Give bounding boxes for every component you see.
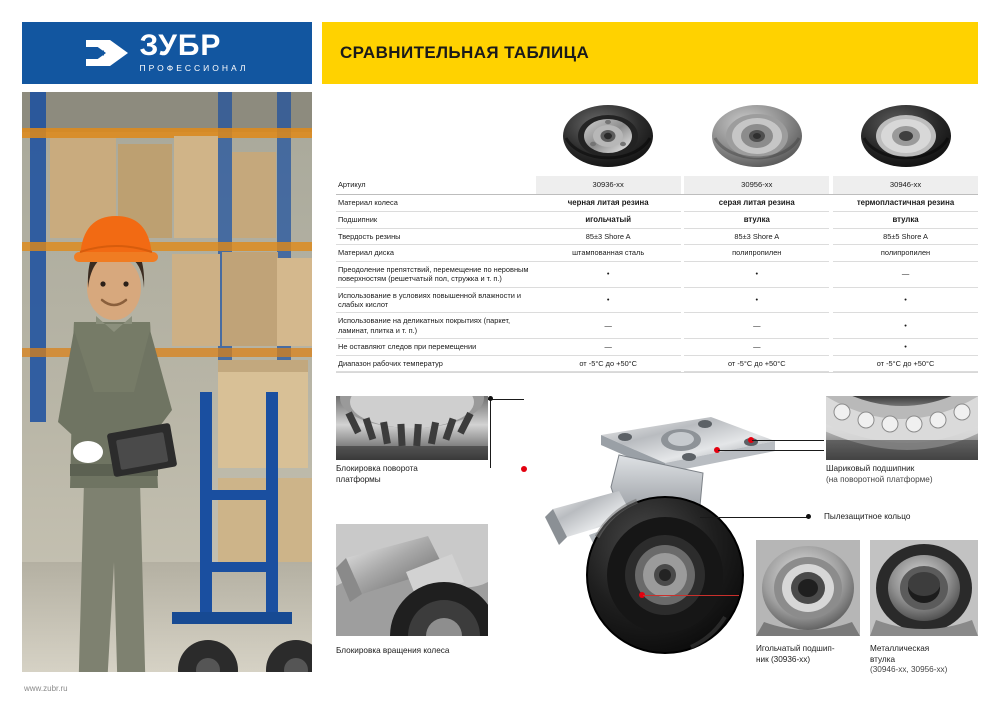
cell-value: полипропилен [833, 245, 978, 261]
callout-dust-ring-label [824, 512, 986, 523]
table-row [336, 287, 978, 313]
row-label: Диапазон рабочих температур [336, 355, 536, 371]
wheel-image-black [536, 98, 681, 172]
callout-subtitle: ник (30936-хх) [756, 654, 811, 664]
row-label: Артикул [336, 176, 536, 194]
callout-ball-bearing-label [826, 464, 988, 485]
row-label: Преодоление препятствий, перемещение по неровным поверхностям (решетчатый пол, стружка и т. п.) [336, 261, 536, 287]
leader-dot [488, 396, 493, 401]
table-row [336, 313, 978, 339]
row-label: Использование на деликатных покрытиях (паркет, ламинат, плитка и т. п.) [336, 313, 536, 339]
cell-value: от -5°С до +50°С [536, 355, 681, 371]
callout-needle-bearing-label [756, 644, 868, 665]
cell-value: полипропилен [684, 245, 829, 261]
cell-value: от -5°С до +50°С [684, 355, 829, 371]
marker-platform-lock [521, 466, 527, 472]
cell-value: • [536, 287, 681, 313]
cell-value: • [833, 339, 978, 355]
cell-value: игольчатый [536, 211, 681, 228]
wheel-images-row [336, 96, 978, 172]
table-row [336, 228, 978, 244]
table-row [336, 211, 978, 228]
metal-bushing-photo [870, 540, 978, 636]
cell-value: втулка [833, 211, 978, 228]
callout-title: Металлическая [870, 644, 930, 653]
cell-value: — [536, 313, 681, 339]
cell-value: 85±5 Shore A [833, 228, 978, 244]
cell-value: — [833, 261, 978, 287]
cell-value: — [536, 339, 681, 355]
table-row [336, 339, 978, 355]
website-url: www.zubr.ru [24, 684, 68, 693]
needle-bearing-photo [756, 540, 860, 636]
callout-title: Пылезащитное кольцо [824, 512, 911, 521]
comparison-table [336, 96, 978, 372]
table-row [336, 245, 978, 261]
leader-line [752, 440, 824, 441]
cell-value: — [684, 339, 829, 355]
cell-value: • [684, 261, 829, 287]
callout-subtitle: (на поворотной платформе) [826, 474, 933, 484]
callout-subtitle-2: (30946-хх, 30956-хх) [870, 665, 948, 675]
callout-subtitle: втулка [870, 654, 896, 664]
cell-value: от -5°С до +50°С [833, 355, 978, 371]
cell-value: • [833, 287, 978, 313]
worker-photo [22, 92, 312, 672]
swivel-caster-image [493, 395, 793, 667]
row-label: Использование в условиях повышенной влажности и слабых кислот [336, 287, 536, 313]
cell-value: 30956-хх [684, 176, 829, 194]
callout-title: Блокировка вращения колеса [336, 646, 450, 655]
cell-value: 85±3 Shore A [684, 228, 829, 244]
ball-bearing-photo [826, 396, 978, 460]
brand-tagline: ПРОФЕССИОНАЛ [139, 63, 249, 73]
callout-title: Шариковый подшипник [826, 464, 915, 473]
cell-value: — [684, 313, 829, 339]
page-title: СРАВНИТЕЛЬНАЯ ТАБЛИЦА [340, 43, 590, 62]
spec-table [336, 176, 978, 372]
leader-line [490, 400, 491, 468]
cell-value: • [833, 313, 978, 339]
callout-title: Блокировка поворота [336, 464, 418, 473]
cell-value: черная литая резина [536, 194, 681, 211]
section-divider [336, 372, 978, 373]
row-label: Подшипник [336, 211, 536, 228]
page-title-bar [322, 22, 978, 84]
table-row [336, 194, 978, 211]
cell-value: • [684, 287, 829, 313]
wheel-lock-photo [336, 524, 488, 636]
leader-line [700, 517, 810, 518]
row-label: Не оставляют следов при перемещении [336, 339, 536, 355]
cell-value: • [536, 261, 681, 287]
cell-value: серая литая резина [684, 194, 829, 211]
row-label: Материал диска [336, 245, 536, 261]
cell-value: 85±3 Shore A [536, 228, 681, 244]
row-label: Материал колеса [336, 194, 536, 211]
leader-line [490, 399, 524, 400]
cell-value: 30946-хх [833, 176, 978, 194]
table-row [336, 355, 978, 371]
cell-value: 30936-хх [536, 176, 681, 194]
leader-line [718, 450, 824, 451]
table-row [336, 261, 978, 287]
cell-value: термопластичная резина [833, 194, 978, 211]
callout-subtitle: платформы [336, 474, 381, 484]
leader-line [643, 595, 739, 596]
leader-dot [806, 514, 811, 519]
callout-title: Игольчатый подшип- [756, 644, 835, 653]
wheel-image-thermoplastic [833, 98, 978, 172]
row-label: Твердость резины [336, 228, 536, 244]
cell-value: втулка [684, 211, 829, 228]
callout-metal-bushing-label [870, 644, 988, 676]
arrow-icon [86, 38, 130, 68]
brand-name: ЗУБР [139, 29, 222, 62]
wheel-image-grey [685, 98, 830, 172]
table-row [336, 176, 978, 194]
callout-platform-lock-label [336, 464, 496, 485]
callout-wheel-lock-label [336, 646, 506, 657]
cell-value: штампованная сталь [536, 245, 681, 261]
platform-lock-photo [336, 396, 488, 460]
brand-logo [22, 22, 312, 84]
